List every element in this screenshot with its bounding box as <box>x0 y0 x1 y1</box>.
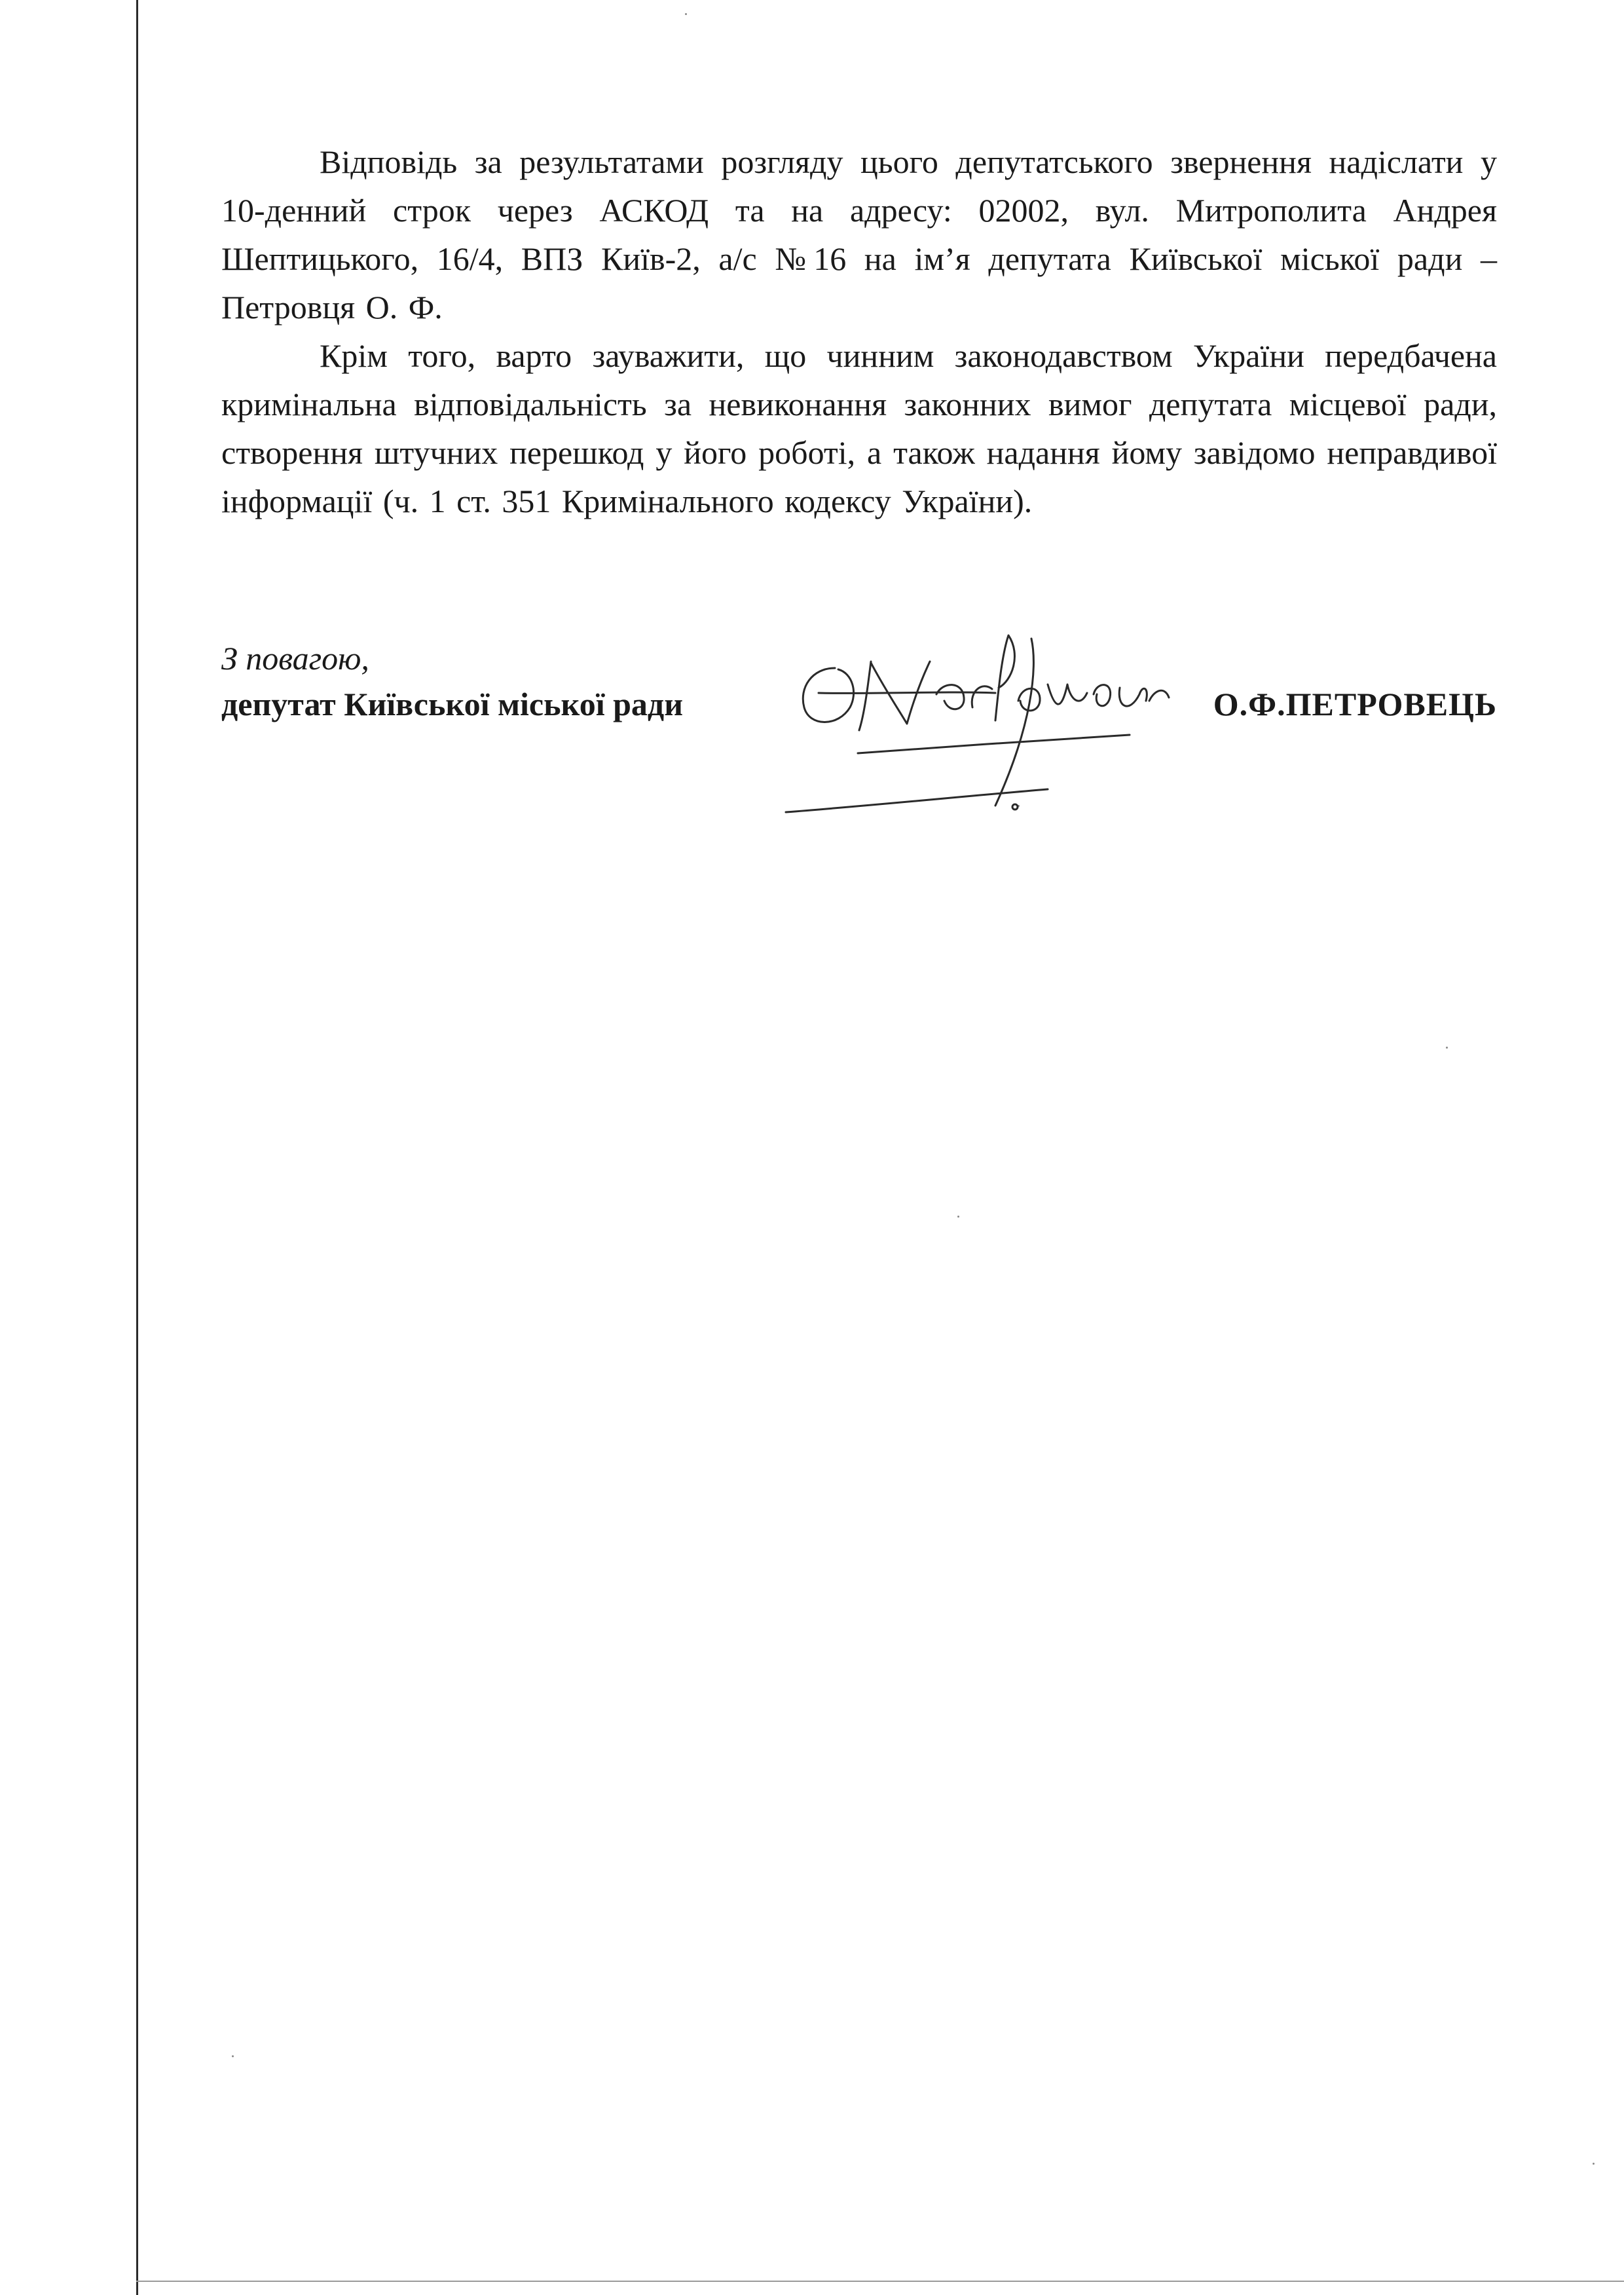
signer-title: депутат Київської міської ради <box>221 686 684 722</box>
signer-name: О.Ф.ПЕТРОВЕЦЬ <box>1213 686 1497 722</box>
scan-speck <box>957 1216 959 1218</box>
scan-speck <box>685 13 687 15</box>
paragraph-response-address: Відповідь за результатами розгляду цього депутатського звернення надіслати у 10-денний строк через АСКОД та на адресу: 02002, вул. Митрополита Андрея Шептицького, 16/4, ВПЗ Київ-2, а/с №16 на ім’я депутата Київської міської ради – Петровця О. Ф. <box>221 143 1497 326</box>
scan-speck <box>1593 2163 1595 2165</box>
scan-bottom-edge <box>136 2281 1624 2282</box>
scan-speck <box>232 2055 234 2057</box>
paragraph-liability-notice: Крім того, варто зауважити, що чинним законодавством України передбачена кримінальна відповідальність за невиконання законних вимог депутата місцевої ради, створення штучних перешкод у його роботі, а також надання йому завідомо неправдивої інформації (ч. 1 ст. 351 Кримінального кодексу України). <box>221 337 1497 519</box>
handwritten-signature <box>773 616 1179 838</box>
closing-regards: З повагою, <box>221 640 369 677</box>
scan-speck <box>1446 1047 1448 1049</box>
letter-body <box>221 138 1497 525</box>
scan-left-edge <box>136 0 138 2295</box>
